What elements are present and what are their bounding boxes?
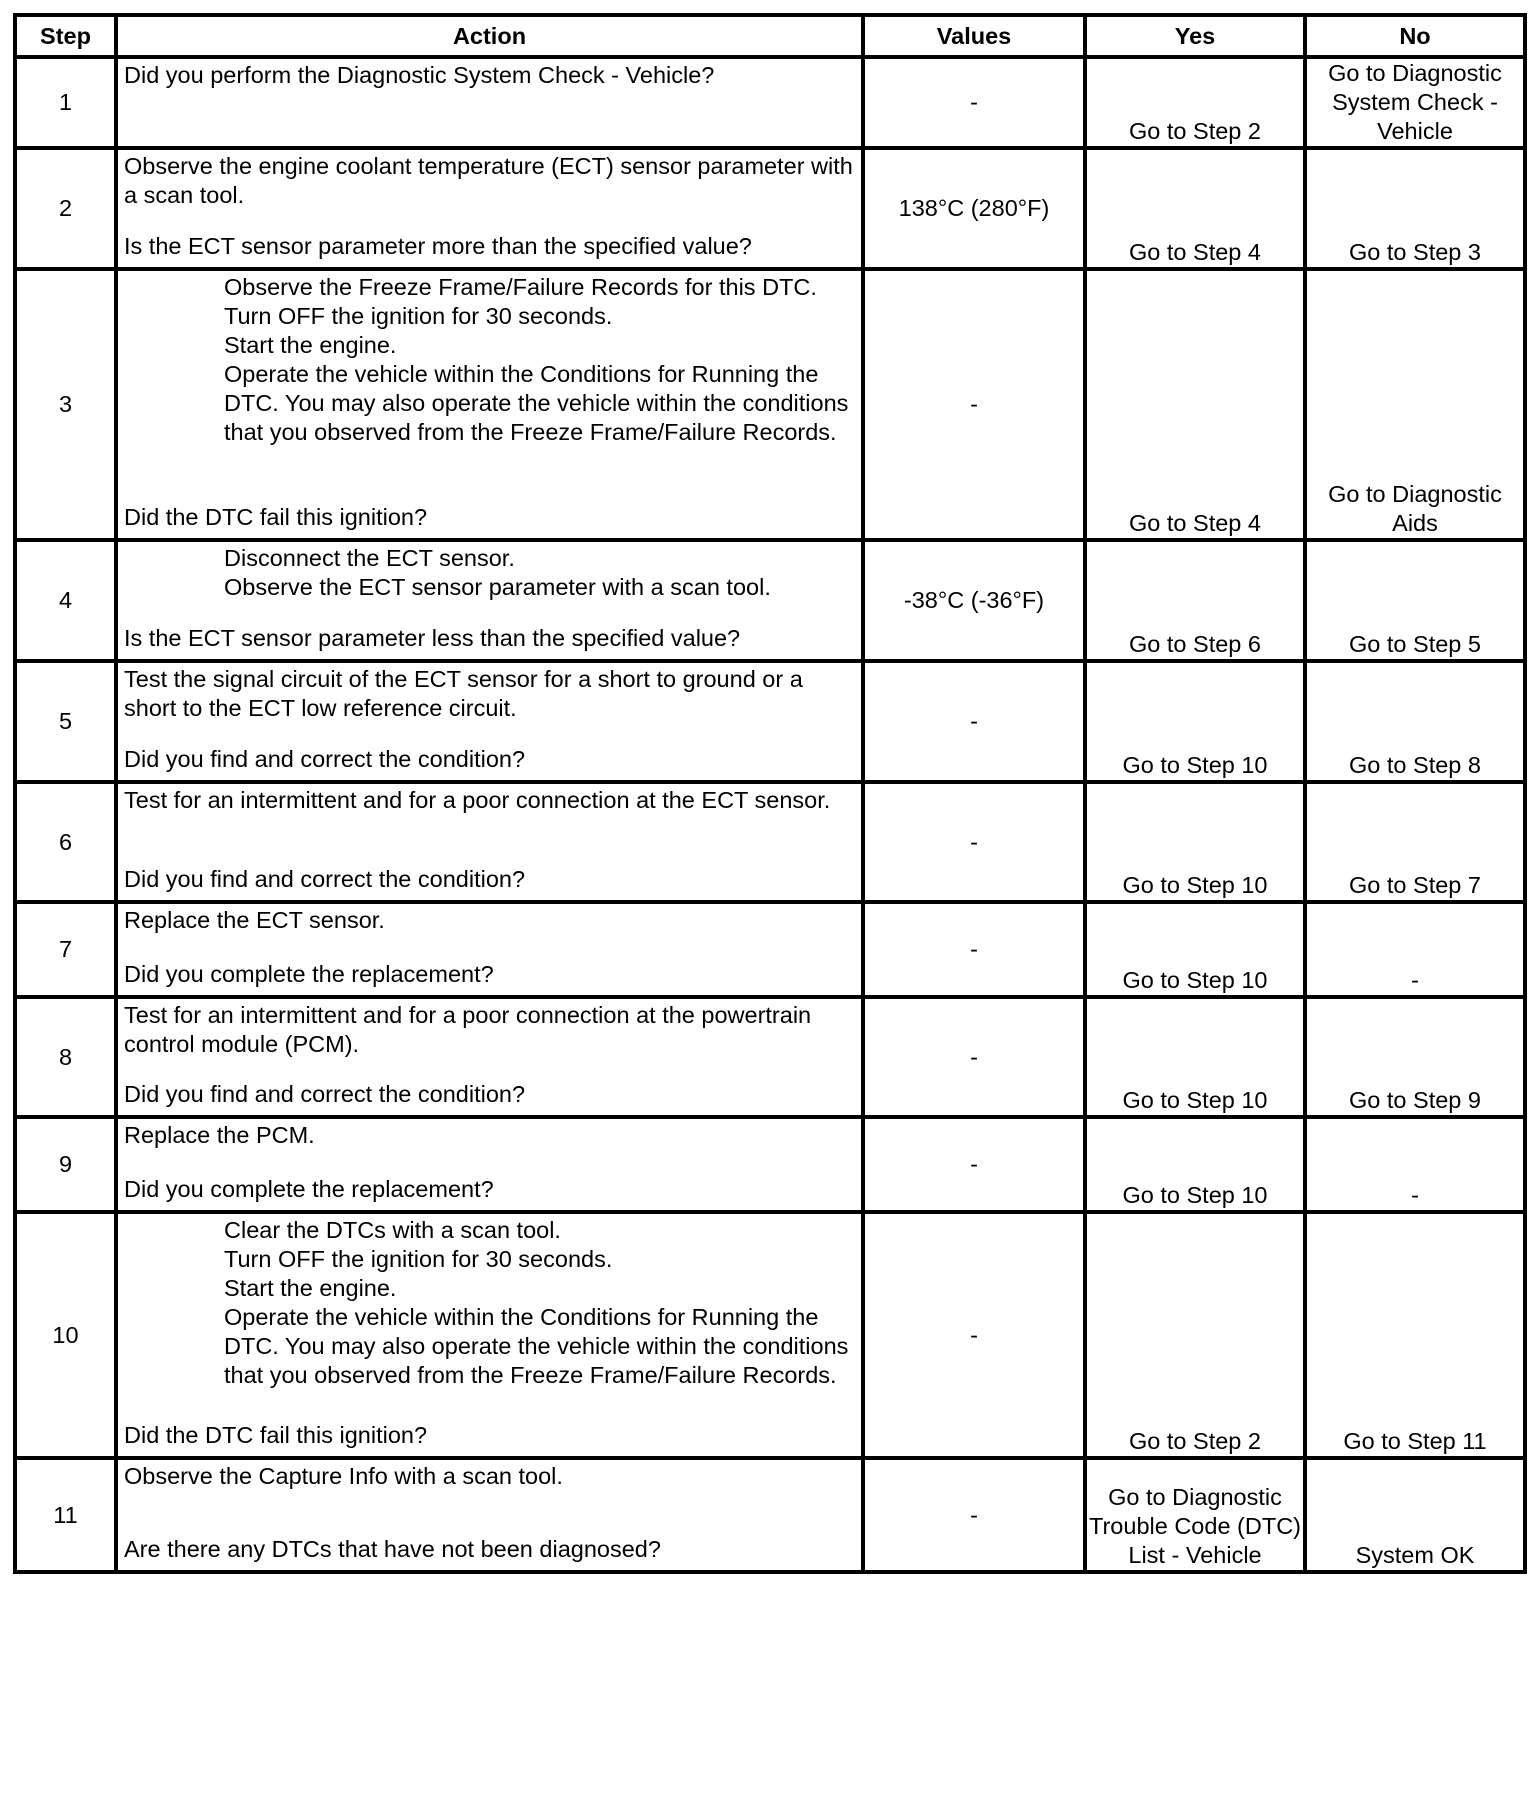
- value-cell: -: [863, 902, 1085, 997]
- table-row: [15, 148, 1525, 269]
- no-cell: -: [1305, 902, 1525, 997]
- table-row: [15, 1212, 1525, 1458]
- step-number: 8: [15, 997, 116, 1117]
- action-line: Start the engine.: [224, 332, 397, 358]
- value-cell: -38°C (-36°F): [863, 540, 1085, 661]
- action-line: Observe the Capture Info with a scan tool.: [124, 1463, 563, 1489]
- yes-cell: Go to Step 6: [1085, 540, 1305, 661]
- step-number: 2: [15, 148, 116, 269]
- value-cell: -: [863, 1212, 1085, 1458]
- action-instructions: [124, 1001, 855, 1059]
- action-instructions: [124, 1121, 855, 1150]
- action-instructions: [124, 1216, 855, 1390]
- header-step: Step: [15, 15, 116, 57]
- no-cell: Go to Diagnostic System Check - Vehicle: [1305, 57, 1525, 148]
- action-line: Disconnect the ECT sensor.: [224, 545, 515, 571]
- action-cell: [116, 1117, 863, 1212]
- header-yes: Yes: [1085, 15, 1305, 57]
- yes-cell: Go to Step 10: [1085, 997, 1305, 1117]
- table-row: [15, 997, 1525, 1117]
- step-number: 10: [15, 1212, 116, 1458]
- action-cell: [116, 782, 863, 902]
- value-cell: -: [863, 57, 1085, 148]
- action-cell: [116, 902, 863, 997]
- step-number: 7: [15, 902, 116, 997]
- table-row: [15, 902, 1525, 997]
- value-cell: -: [863, 661, 1085, 782]
- action-instructions: [124, 665, 855, 723]
- action-question: Did the DTC fail this ignition?: [124, 504, 428, 530]
- table-row: [15, 540, 1525, 661]
- value-cell: -: [863, 1458, 1085, 1572]
- table-row: [15, 661, 1525, 782]
- no-cell: Go to Step 3: [1305, 148, 1525, 269]
- no-cell: Go to Step 9: [1305, 997, 1525, 1117]
- action-instructions: [124, 61, 855, 90]
- no-cell: Go to Step 8: [1305, 661, 1525, 782]
- action-question: Did the DTC fail this ignition?: [124, 1422, 428, 1448]
- action-question: Did you find and correct the condition?: [124, 746, 526, 772]
- header-no: No: [1305, 15, 1525, 57]
- action-instructions: [124, 786, 855, 815]
- value-cell: -: [863, 269, 1085, 540]
- action-line: Test the signal circuit of the ECT sensor for a short to ground or a short to the ECT low reference circuit.: [124, 666, 803, 721]
- yes-cell: Go to Step 4: [1085, 269, 1305, 540]
- action-instructions: [124, 152, 855, 210]
- yes-cell: Go to Step 10: [1085, 661, 1305, 782]
- step-number: 3: [15, 269, 116, 540]
- action-cell: [116, 540, 863, 661]
- no-cell: Go to Step 5: [1305, 540, 1525, 661]
- action-question: Did you find and correct the condition?: [124, 1081, 526, 1107]
- action-line: Replace the ECT sensor.: [124, 907, 385, 933]
- action-cell: [116, 269, 863, 540]
- action-instructions: [124, 1462, 855, 1491]
- no-cell: Go to Step 11: [1305, 1212, 1525, 1458]
- step-number: 1: [15, 57, 116, 148]
- value-cell: -: [863, 1117, 1085, 1212]
- diagnostic-table: [13, 13, 1527, 1574]
- action-question: Is the ECT sensor parameter more than the specified value?: [124, 233, 752, 259]
- header-row: [15, 15, 1525, 57]
- no-cell: Go to Step 7: [1305, 782, 1525, 902]
- step-number: 4: [15, 540, 116, 661]
- action-question: Did you complete the replacement?: [124, 961, 494, 987]
- yes-cell: Go to Step 10: [1085, 1117, 1305, 1212]
- step-number: 6: [15, 782, 116, 902]
- action-line: Did you perform the Diagnostic System Check - Vehicle?: [124, 62, 715, 88]
- action-cell: [116, 1458, 863, 1572]
- action-cell: [116, 148, 863, 269]
- action-line: Observe the engine coolant temperature (ECT) sensor parameter with a scan tool.: [124, 153, 853, 208]
- action-line: Clear the DTCs with a scan tool.: [224, 1217, 561, 1243]
- value-cell: 138°C (280°F): [863, 148, 1085, 269]
- action-line: Operate the vehicle within the Conditions for Running the DTC. You may also operate the vehicle within the conditions that you observed from the Freeze Frame/Failure Records.: [224, 1304, 849, 1388]
- table-row: [15, 1117, 1525, 1212]
- table-row: [15, 269, 1525, 540]
- action-cell: [116, 997, 863, 1117]
- yes-cell: Go to Diagnostic Trouble Code (DTC) List - Vehicle: [1085, 1458, 1305, 1572]
- action-instructions: [124, 906, 855, 935]
- table-row: [15, 1458, 1525, 1572]
- table-row: [15, 57, 1525, 148]
- action-line: Turn OFF the ignition for 30 seconds.: [224, 1246, 613, 1272]
- yes-cell: Go to Step 4: [1085, 148, 1305, 269]
- table-row: [15, 782, 1525, 902]
- action-cell: [116, 661, 863, 782]
- step-number: 9: [15, 1117, 116, 1212]
- action-question: Did you find and correct the condition?: [124, 866, 526, 892]
- step-number: 11: [15, 1458, 116, 1572]
- header-values: Values: [863, 15, 1085, 57]
- no-cell: Go to Diagnostic Aids: [1305, 269, 1525, 540]
- step-number: 5: [15, 661, 116, 782]
- table-body: [15, 57, 1525, 1572]
- header-action: Action: [116, 15, 863, 57]
- action-line: Replace the PCM.: [124, 1122, 315, 1148]
- action-line: Test for an intermittent and for a poor connection at the ECT sensor.: [124, 787, 831, 813]
- action-question: Are there any DTCs that have not been diagnosed?: [124, 1536, 661, 1562]
- yes-cell: Go to Step 2: [1085, 1212, 1305, 1458]
- action-instructions: [124, 273, 855, 447]
- action-question: Is the ECT sensor parameter less than the specified value?: [124, 625, 741, 651]
- value-cell: -: [863, 782, 1085, 902]
- action-instructions: [124, 544, 855, 602]
- value-cell: -: [863, 997, 1085, 1117]
- yes-cell: Go to Step 2: [1085, 57, 1305, 148]
- action-line: Test for an intermittent and for a poor connection at the powertrain control module (PCM).: [124, 1002, 812, 1057]
- no-cell: System OK: [1305, 1458, 1525, 1572]
- action-line: Observe the Freeze Frame/Failure Records for this DTC.: [224, 274, 817, 300]
- yes-cell: Go to Step 10: [1085, 902, 1305, 997]
- action-line: Operate the vehicle within the Conditions for Running the DTC. You may also operate the vehicle within the conditions that you observed from the Freeze Frame/Failure Records.: [224, 361, 849, 445]
- yes-cell: Go to Step 10: [1085, 782, 1305, 902]
- action-line: Observe the ECT sensor parameter with a scan tool.: [224, 574, 771, 600]
- action-line: Turn OFF the ignition for 30 seconds.: [224, 303, 613, 329]
- no-cell: -: [1305, 1117, 1525, 1212]
- action-question: Did you complete the replacement?: [124, 1176, 494, 1202]
- action-line: Start the engine.: [224, 1275, 397, 1301]
- action-cell: [116, 1212, 863, 1458]
- action-cell: [116, 57, 863, 148]
